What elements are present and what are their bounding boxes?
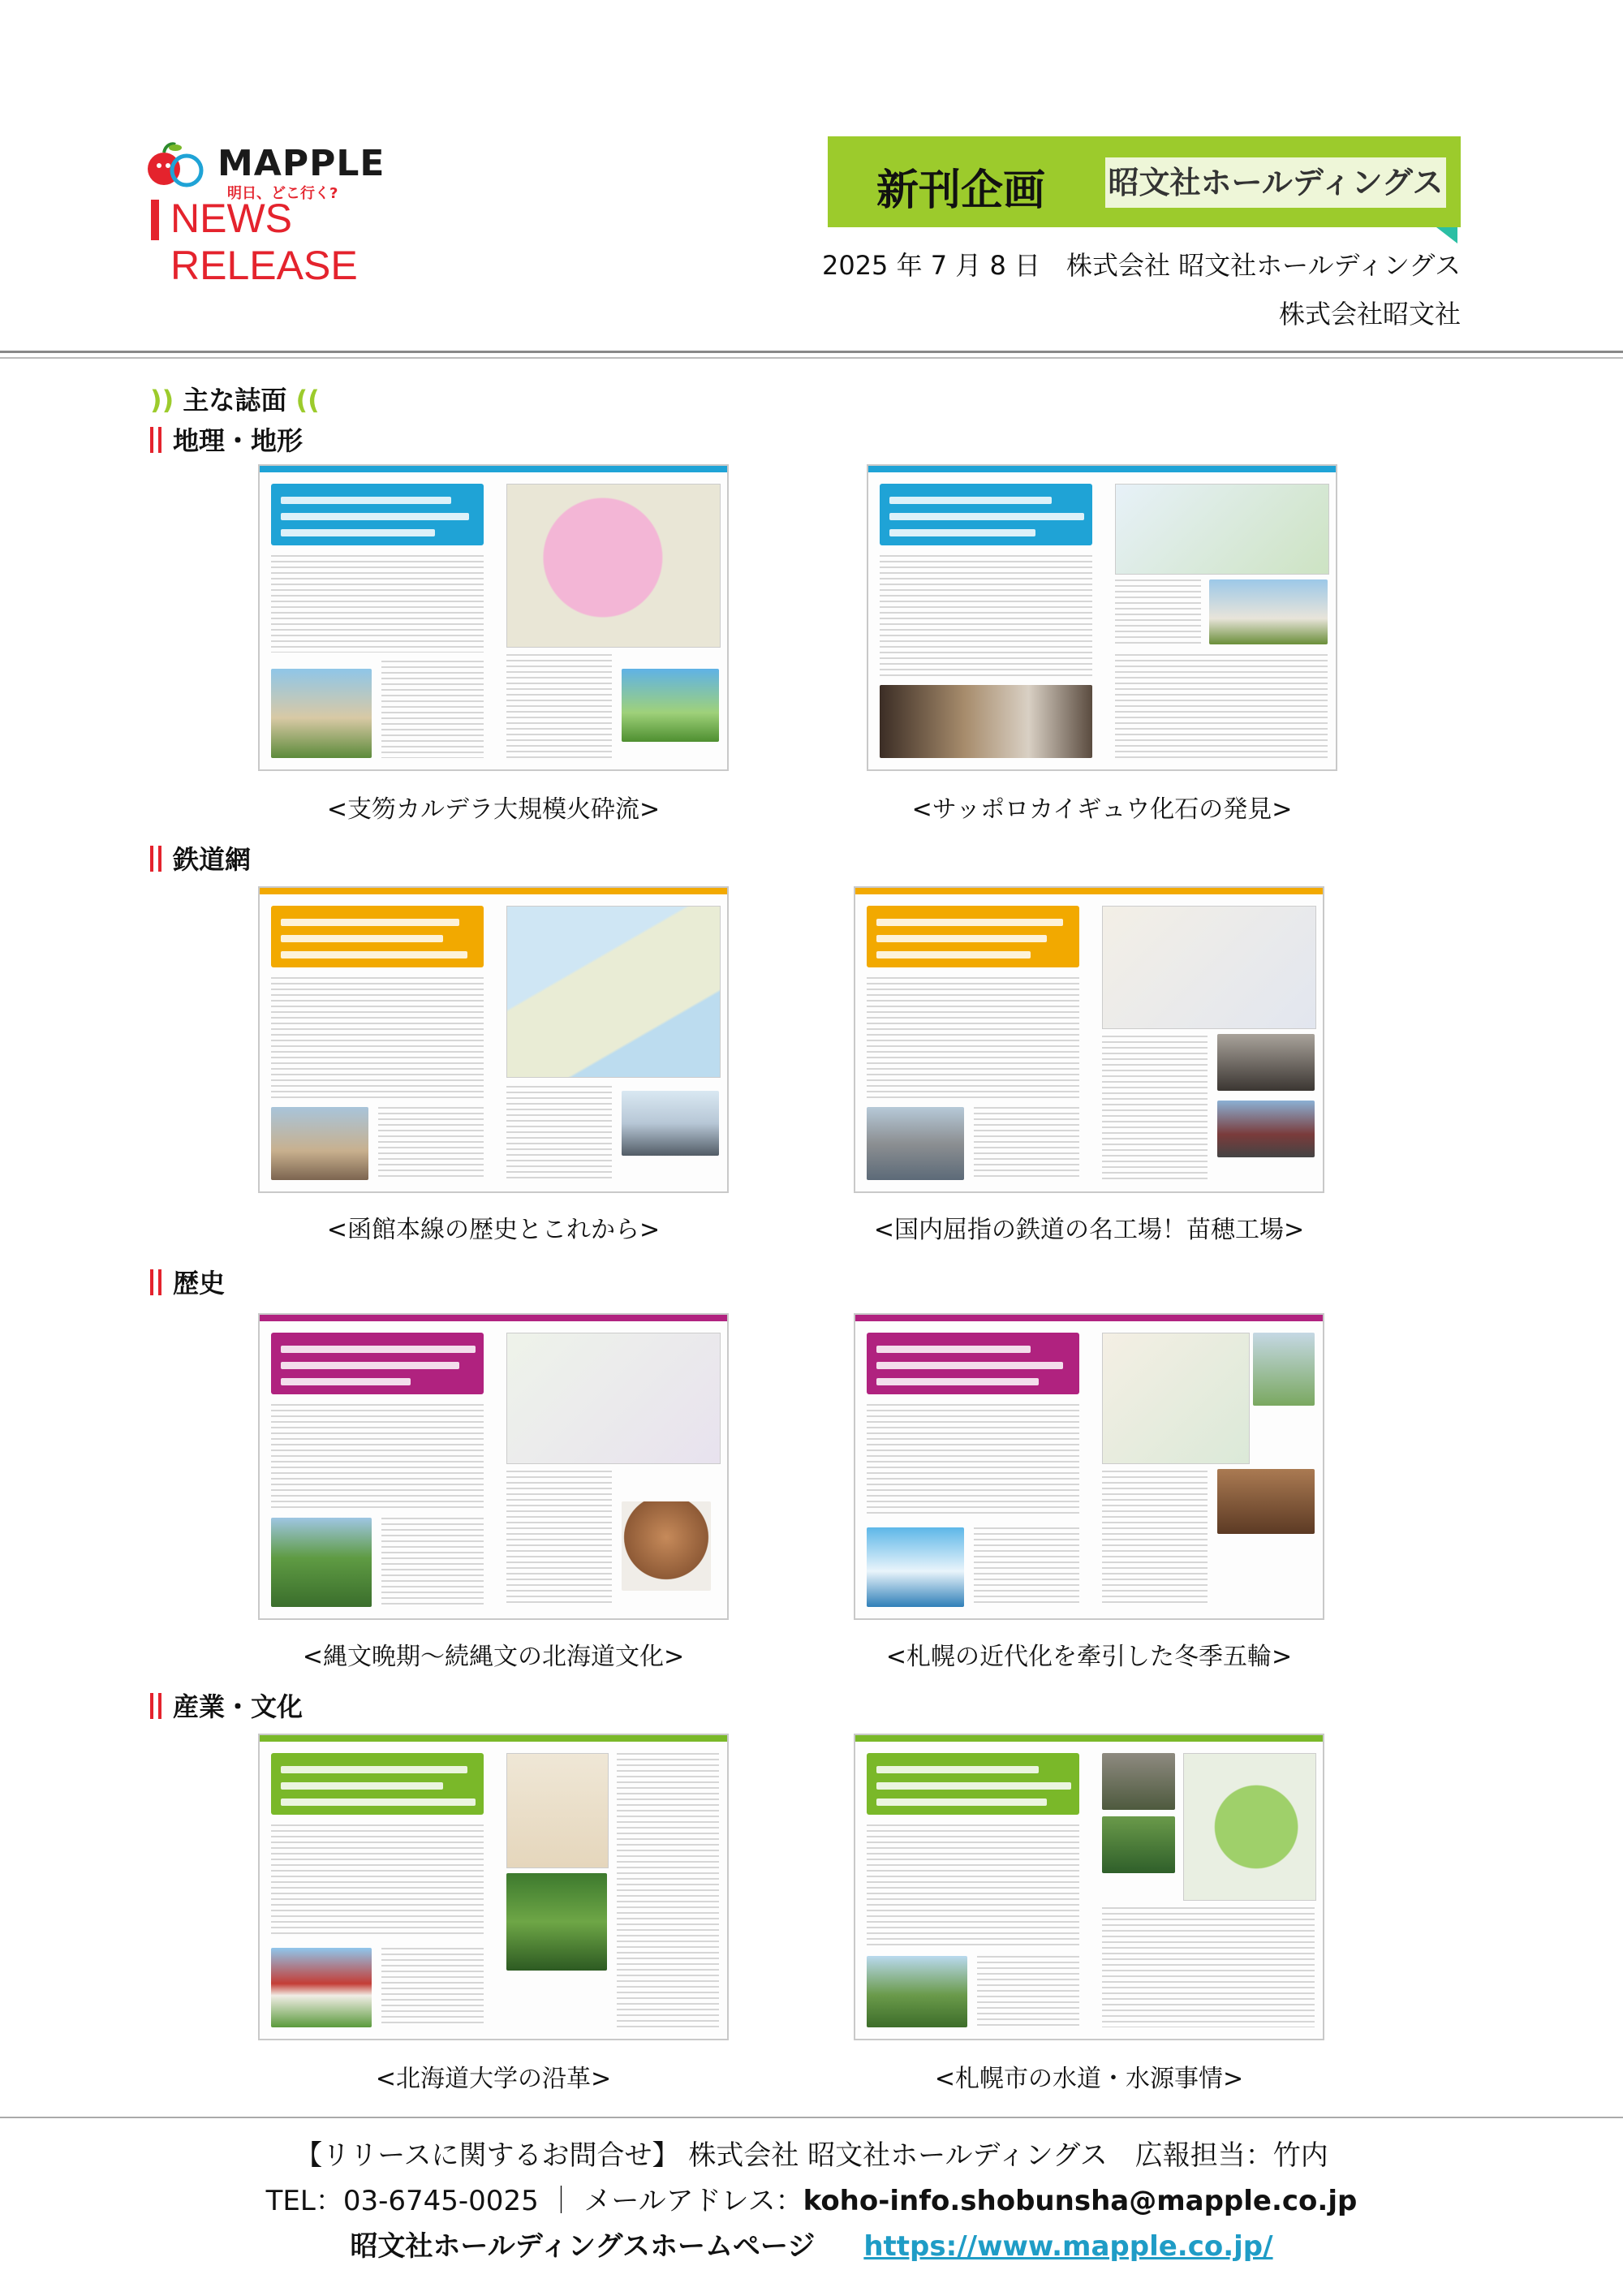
- website-label: 昭文社ホールディングスホームページ: [350, 2230, 816, 2263]
- website-link[interactable]: https://www.mapple.co.jp/: [863, 2230, 1273, 2263]
- category-banner: [828, 136, 1461, 227]
- spread-thumbnail: [258, 1734, 729, 2040]
- spread-thumbnail: [854, 1313, 1324, 1620]
- category-bar-icon: [150, 846, 161, 872]
- news-release-bar-icon: [151, 200, 159, 240]
- spread-caption: <サッポロカイギュウ化石の発見>: [911, 795, 1293, 824]
- spread-caption: <北海道大学の沿革>: [375, 2065, 612, 2093]
- spread-caption: <縄文晩期～続縄文の北海道文化>: [302, 1643, 685, 1671]
- category-label-text: 産業・文化: [173, 1691, 304, 1722]
- category-label-history: [150, 1263, 225, 1300]
- contact-line: 【リリースに関するお問合せ】 株式会社 昭文社ホールディングス 広報担当：竹内: [295, 2139, 1328, 2172]
- spread-caption: <国内屈指の鉄道の名工場！苗穂工場>: [873, 1216, 1305, 1244]
- header-divider: [0, 351, 1623, 353]
- release-date-line: 2025 年 7 月 8 日 株式会社 昭文社ホールディングス: [821, 250, 1461, 281]
- website-line: [0, 2224, 1623, 2264]
- category-label-geography: [150, 420, 303, 458]
- section-heading: [150, 380, 320, 417]
- news-release-label: NEWS RELEASE: [170, 196, 358, 288]
- category-bar-icon: [150, 1693, 161, 1719]
- phone-text: TEL：03-6745-0025 ｜ メールアドレス：: [265, 2185, 803, 2217]
- category-company: 昭文社ホールディングス: [1105, 157, 1446, 208]
- mapple-logo: [146, 136, 487, 288]
- phone-email-line: [0, 2178, 1623, 2218]
- logo-text: MAPPLE: [217, 143, 385, 184]
- category-label-text: 地理・地形: [173, 425, 304, 456]
- spread-caption: <札幌市の水道・水源事情>: [934, 2065, 1244, 2093]
- spread-caption: <支笏カルデラ大規模火砕流>: [326, 795, 661, 824]
- logo-tagline: 明日、どこ行く?: [227, 185, 338, 202]
- category-label-text: 歴史: [173, 1268, 226, 1299]
- spread-thumbnail: [854, 1734, 1324, 2040]
- spread-caption: <札幌の近代化を牽引した冬季五輪>: [885, 1643, 1293, 1671]
- spread-thumbnail: [867, 464, 1337, 771]
- spread-thumbnail: [258, 464, 729, 771]
- heading-open-mark: )): [150, 385, 174, 416]
- company-name: 株式会社昭文社: [1278, 299, 1461, 330]
- footer-divider: [0, 2117, 1623, 2118]
- category-bar-icon: [150, 427, 161, 453]
- spread-caption: <函館本線の歴史とこれから>: [326, 1216, 661, 1244]
- category-label-text: 鉄道網: [173, 844, 252, 875]
- section-title: 主な誌面: [183, 385, 287, 416]
- spread-thumbnail: [258, 1313, 729, 1620]
- category-bar-icon: [150, 1269, 161, 1295]
- header-divider-thin: [0, 357, 1623, 359]
- apple-logo-icon: [146, 141, 209, 190]
- category-label-railway: [150, 839, 251, 877]
- spread-thumbnail: [854, 886, 1324, 1193]
- heading-close-mark: ((: [295, 385, 320, 416]
- category-title: 新刊企画: [876, 166, 1046, 215]
- email-address[interactable]: koho-info.shobunsha@mapple.co.jp: [803, 2185, 1358, 2217]
- category-label-industry: [150, 1686, 303, 1724]
- spread-thumbnail: [258, 886, 729, 1193]
- banner-corner-icon: [1436, 227, 1457, 243]
